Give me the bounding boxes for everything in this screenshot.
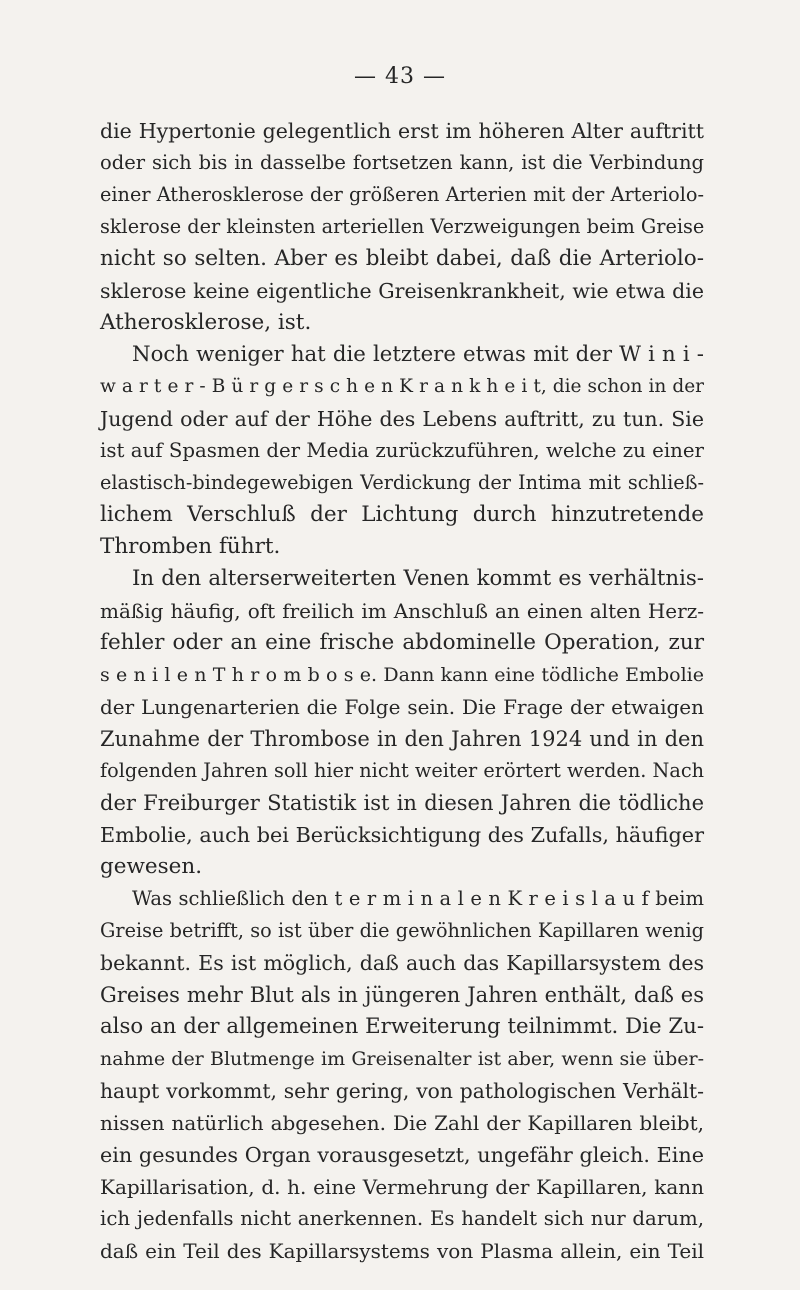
text-line: Thromben führt. xyxy=(100,534,281,559)
text-line: haupt vorkommt, sehr gering, von pathologischen Verhält- xyxy=(100,1079,704,1103)
text-line: s e n i l e n T h r o m b o s e. Dann kann eine tödliche Embolie xyxy=(100,664,704,686)
text-line: sklerose keine eigentliche Greisenkrankheit, wie etwa die xyxy=(100,279,704,303)
text-line: die Hypertonie gelegentlich erst im höheren Alter auftritt xyxy=(100,119,704,143)
text-line: nahme der Blutmenge im Greisenalter ist aber, wenn sie über- xyxy=(100,1048,704,1070)
text-line: daß ein Teil des Kapillarsystems von Plasma allein, ein Teil xyxy=(100,1239,704,1263)
text-line: elastisch-bindegewebigen Verdickung der Intima mit schließ- xyxy=(100,471,704,494)
text-line: ist auf Spasmen der Media zurückzuführen, welche zu einer xyxy=(100,439,704,462)
text-line: Was schließlich den t e r m i n a l e n K r e i s l a u f beim xyxy=(132,887,704,910)
text-line: gewesen. xyxy=(100,854,203,879)
text-line: ein gesundes Organ vorausgesetzt, ungefähr gleich. Eine xyxy=(100,1143,704,1167)
text-line: der Freiburger Statistik ist in diesen Jahren die tödliche xyxy=(100,791,704,815)
text-line: Jugend oder auf der Höhe des Lebens auftritt, zu tun. Sie xyxy=(100,407,704,431)
text-line: w a r t e r - B ü r g e r s c h e n K r a n k h e i t, die schon in der xyxy=(100,376,704,397)
text-line: also an der allgemeinen Erweiterung teilnimmt. Die Zu- xyxy=(100,1014,704,1039)
text-line: nicht so selten. Aber es bleibt dabei, daß die Arteriolo- xyxy=(100,246,704,271)
page-number: — 43 — xyxy=(354,64,446,89)
text-line: einer Atherosklerose der größeren Arterien mit der Arteriolo- xyxy=(100,183,704,206)
text-line: Kapillarisation, d. h. eine Vermehrung der Kapillaren, kann xyxy=(100,1175,704,1199)
text-line: Atherosklerose, ist. xyxy=(100,310,312,335)
text-line: Zunahme der Thrombose in den Jahren 1924 und in den xyxy=(100,727,704,751)
text-line: Greises mehr Blut als in jüngeren Jahren enthält, daß es xyxy=(100,983,704,1007)
text-line: oder sich bis in dasselbe fortsetzen kann, ist die Verbindung xyxy=(100,151,704,174)
text-line: nissen natürlich abgesehen. Die Zahl der Kapillaren bleibt, xyxy=(100,1111,704,1135)
text-line: fehler oder an eine frische abdominelle Operation, zur xyxy=(100,630,704,655)
text-line: Greise betrifft, so ist über die gewöhnlichen Kapillaren wenig xyxy=(100,919,704,942)
text-line: In den alterserweiterten Venen kommt es verhältnis- xyxy=(132,566,704,591)
text-line: Embolie, auch bei Berücksichtigung des Zufalls, häufiger xyxy=(100,823,704,847)
text-line: mäßig häufig, oft freilich im Anschluß an einen alten Herz- xyxy=(100,599,704,623)
text-line: lichem Verschluß der Lichtung durch hinzutretende xyxy=(100,502,704,527)
text-line: Noch weniger hat die letztere etwas mit der W i n i - xyxy=(132,342,704,367)
text-line: der Lungenarterien die Folge sein. Die Frage der etwaigen xyxy=(100,695,704,719)
text-line: sklerose der kleinsten arteriellen Verzweigungen beim Greise xyxy=(100,215,705,238)
text-line: bekannt. Es ist möglich, daß auch das Kapillarsystem des xyxy=(100,951,704,975)
text-line: ich jedenfalls nicht anerkennen. Es handelt sich nur darum, xyxy=(100,1207,704,1230)
text-line: folgenden Jahren soll hier nicht weiter erörtert werden. Nach xyxy=(100,759,704,782)
